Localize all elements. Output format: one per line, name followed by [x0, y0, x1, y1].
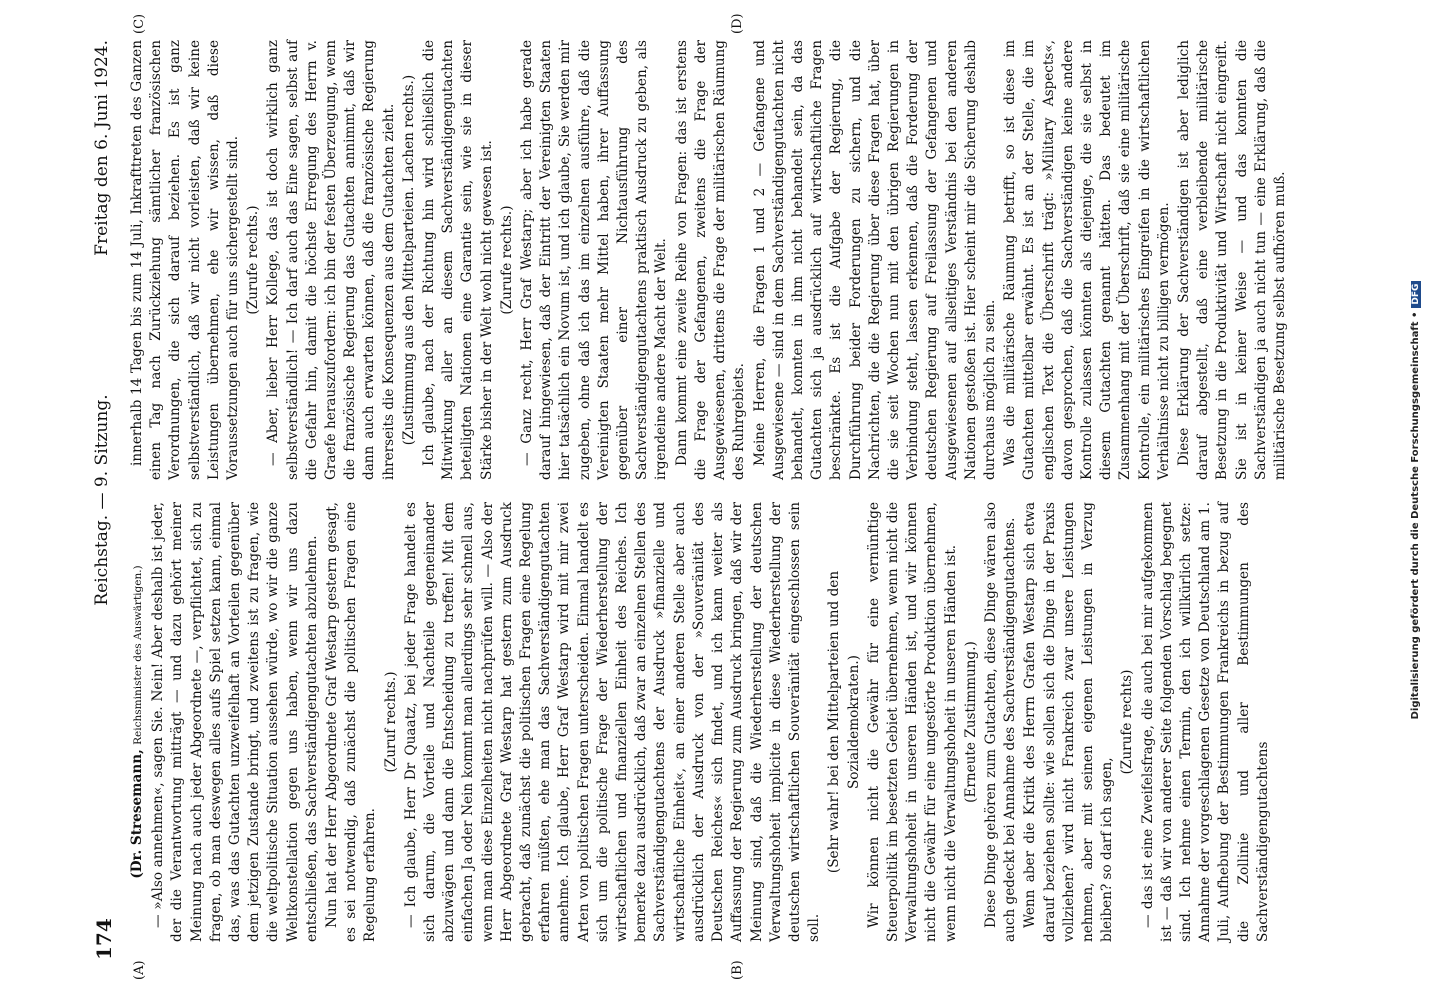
- paragraph: Wenn aber die Kritik des Herrn Grafen Westarp sich etwa darauf beziehen sollte: wie sollen sich die Dinge in der Praxis vollziehen? wird nicht Frankreich zwar unsere Leistungen nehmen, aber mit seinen eigenen Leistungen in Verzug bleiben? so darf ich sagen,: [1022, 502, 1116, 942]
- dfg-logo: DFG: [1411, 281, 1421, 308]
- interjection: (Zuruf rechts.): [382, 671, 399, 773]
- paragraph: — das ist eine Zweifelsfrage, die auch bei mir aufgekommen ist — daß wir von anderer Seite folgenden Vorschlag begegnet sind. Ich nehme einen Termin, den ich willkürlich setze: Annahme der vorgeschlagenen Gesetze von Deutschland am 1. Juli, Aufhebung der Bestimmungen Frankreichs in bezug auf die Zollinie und aller Bestimmungen des Sachverständigengutachtens: [1139, 502, 1271, 942]
- margin-mark-b: (B): [730, 960, 745, 980]
- header-session: Reichstag. — 9. Sitzung.: [92, 394, 112, 606]
- credit-text: Digitalisierung gefördert durch die Deutsche Forschungsgemeinschaft •: [1410, 311, 1421, 720]
- interjection: (Sehr wahr! bei den Mittelparteien und den Sozialdemokraten.): [826, 570, 862, 874]
- paragraph: Dann kommt eine zweite Reihe von Fragen: das ist erstens die Frage der Gefangenen, zweitens die Frage der Ausgewiesenen, drittens die Frage der militärischen Räumung des Ruhrgebiets.: [673, 40, 748, 480]
- header-date: Freitag den 6. Juni 1924.: [92, 40, 112, 256]
- margin-mark-a: (A): [132, 960, 147, 980]
- paragraph: — Aber, lieber Herr Kollege, das ist doch wirklich ganz selbstverständlich! — Ich darf auch das Eine sagen, selbst auf die Gefahr hin, damit die höchste Erregung des Herrn v. Graefe herauszufordern: ich bin der festen Überzeugung, wenn die französische Regierung das Gutachten annimmt, daß wir dann auch erwarten können, daß die französische Regierung ihrerseits die Konsequenzen aus dem Gutachten zieht.: [265, 40, 397, 480]
- paragraph: — Ich glaube, Herr Dr Quaatz, bei jeder Frage handelt es sich darum, die Vorteile und Nachteile gegeneinander abzuwägen und dann die Entscheidung zu treffen! Mit dem einfachen Ja oder Nein kommt man allerdings sehr schnell aus, wenn man diese Einzelheiten nicht nachprüfen will. — Also der Herr Abgeordnete Graf Westarp hat gestern zum Ausdruck gebracht, daß zunächst die politischen Fragen eine Regelung erfahren müßten, ehe man das Sachverständigengutachten annehme. Ich glaube, Herr Graf Westarp wird mit mir zwei Arten von politischen Fragen unterscheiden. Einmal handelt es sich um die politische Frage der Wiederherstellung der wirtschaftlichen und finanziellen Einheit des Reiches. Ich bemerke dazu ausdrücklich, daß zwar an einzelnen Stellen des Sachverständigengutachtens der Ausdruck »finanzielle und wirtschaftliche Einheit«, an einer anderen Stelle aber auch ausdrücklich der Ausdruck von der »Souveränität des Deutschen Reiches« sich findet, und ich kann weiter als Auffassung der Regierung zum Ausdruck bringen, daß wir der Meinung sind, daß die Wiederherstellung der deutschen Verwaltungshoheit implicite in diese Wiederherstellung der deutschen wirtschaftlichen Souveränität eingeschlossen sein soll.: [402, 502, 823, 942]
- paragraph: Wir können nicht die Gewähr für eine vernünftige Steuerpolitik im besetzten Gebiet übernehmen, wenn nicht die Verwaltungshoheit in unseren Händen ist, und wir können nicht die Gewähr für eine ungestörte Produktion übernehmen, wenn nicht die Verwaltungshoheit in unseren Händen ist.: [865, 502, 959, 942]
- margin-mark-c: (C): [132, 13, 147, 34]
- interjection: (Zurufe rechts.): [498, 205, 515, 315]
- interjection: (Zurufe rechts): [1119, 669, 1136, 775]
- paragraph: — Ganz recht, Herr Graf Westarp; aber ich habe gerade darauf hingewiesen, daß der Eintritt der Vereinigten Staaten hier tatsächlich ein Novum ist, und ich glaube, Sie werden mir zugeben, ohne daß ich das im einzelnen ausführe, daß die Vereinigten Staaten mehr Mittel haben, ihrer Auffassung gegenüber einer Nichtausführung des Sachverständigengutachtens praktisch Ausdruck zu geben, als irgendeine andere Macht der Welt.: [519, 40, 670, 480]
- page-header: [92, 40, 122, 960]
- paragraph: Diese Erklärung der Sachverständigen ist aber lediglich darauf abgestellt, daß eine verbleibende militärische Besetzung in die Produktivität und Wirtschaft nicht eingreift. Sie ist in keiner Weise — und das konnten die Sachverständigen ja auch nicht tun — eine Erklärung, daß die militärische Besetzung selbst aufhören muß.: [1175, 40, 1288, 480]
- speaker-line: (Dr. Stresemann, Reichsminister des Auswärtigen.): [129, 565, 145, 879]
- page-number: 174: [92, 918, 116, 960]
- paragraph: Ich glaube, nach der Richtung hin wird schließlich die Mitwirkung aller an diesem Sachverständigengutachten beteiligten Nationen eine Garantie sein, wie sie in dieser Stärke bisher in der Welt wohl nicht gewesen ist.: [421, 40, 495, 480]
- paragraph: Was die militärische Räumung betrifft, so ist diese im Gutachten mittelbar erwähnt. Es ist an der Stelle, die im englischen Text die Überschrift trägt: »Military Aspects«, davon gesprochen, daß die Sachverständigen keine andere Kontrolle zulassen könnten als diejenige, die sie selbst in diesem Gutachten genannt hätten. Das bedeutet im Zusammenhang mit der Überschrift, daß sie eine militärische Kontrolle, ein militärisches Eingreifen in die wirtschaftlichen Verhältnisse nicht zu billigen vermögen.: [1002, 40, 1172, 480]
- left-column: [128, 502, 1274, 942]
- paragraph: Diese Dinge gehören zum Gutachten, diese Dinge wären also auch gedeckt bei Annahme des Sachverständigengutachtens.: [982, 502, 1019, 942]
- interjection: (Zustimmung aus den Mittelparteien. Lachen rechts.): [400, 74, 417, 446]
- digitization-credit: [1410, 0, 1421, 1000]
- right-column: [128, 40, 1291, 480]
- margin-mark-d: (D): [730, 13, 745, 34]
- paragraph: — »Also annehmen«, sagen Sie. Nein! Aber deshalb ist jeder, der die Verantwortung mitträgt — und dazu gehört meiner Meinung nach auch jeder Abgeordnete —, verpflichtet, sich zu fragen, ob man deswegen alles aufs Spiel setzen kann, einmal das, was das Gutachten unzweifelhaft an Vorteilen gegenüber dem jetzigen Zustande bringt, und zweitens ist zu fragen, wie die weltpolitische Situation aussehen würde, wo wir die ganze Weltkonstellation gegen uns haben, wenn wir uns dazu entschließen, das Sachverständigengutachten abzulehnen.: [150, 502, 320, 942]
- interjection: (Erneute Zustimmung.): [962, 641, 979, 803]
- paragraph: Nun hat der Herr Abgeordnete Graf Westarp gestern gesagt, es sei notwendig, daß zunächst die politischen Fragen eine Regelung erfahren.: [324, 502, 379, 942]
- paragraph: Meine Herren, die Fragen 1 und 2 — Gefangene und Ausgewiesene — sind in dem Sachverständigengutachten nicht behandelt, konnten in ihm nicht behandelt sein, da das Gutachten sich ja ausdrücklich auf wirtschaftliche Fragen beschränkte. Es ist die Aufgabe der Regierung, die Durchführung beider Forderungen zu sichern, und die Nachrichten, die die Regierung über diese Fragen hat, über die sie seit Wochen nun mit den übrigen Regierungen in Verbindung steht, lassen erkennen, daß die Forderung der deutschen Regierung auf Freilassung der Gefangenen und Ausgewiesenen auf allseitiges Verständnis bei den anderen Nationen gestoßen ist. Hier scheint mir die Sicherung deshalb durchaus möglich zu sein.: [751, 40, 998, 480]
- paragraph: innerhalb 14 Tagen bis zum 14 Juli, Inkrafttreten des Ganzen einen Tag nach Zurückziehung sämtlicher französischen Verordnungen, die sich darauf beziehen. Es ist ganz selbstverständlich, daß wir nicht vorleisten, daß wir keine Leistungen übernehmen, ehe wir wissen, daß diese Voraussetzungen auch für uns sichergestellt sind.: [129, 40, 242, 480]
- interjection: (Zurufe rechts.): [245, 205, 262, 315]
